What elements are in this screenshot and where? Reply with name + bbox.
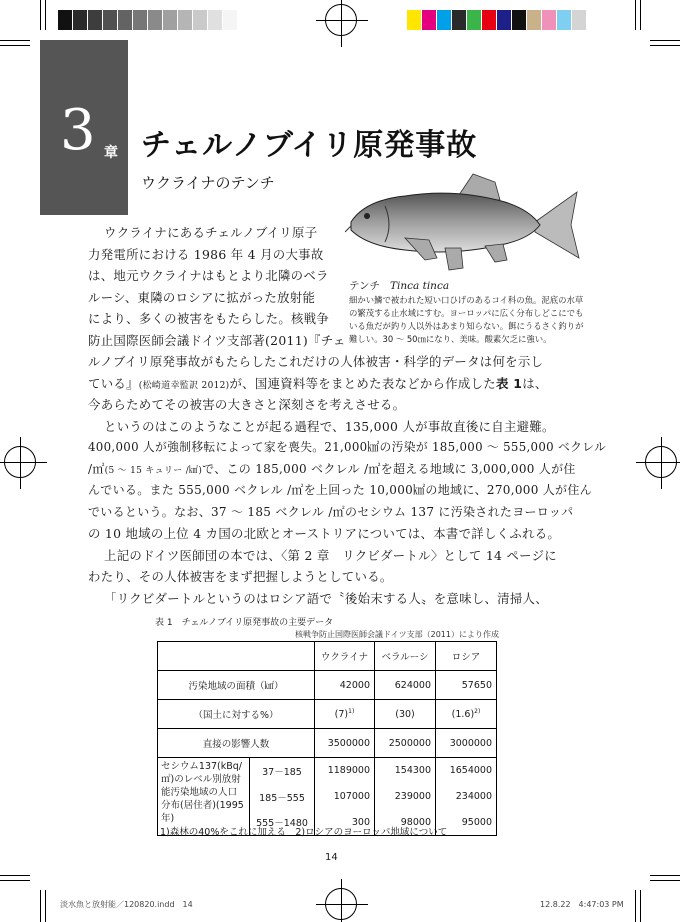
body-line: ルーシ、東隣のロシアに拡がった放射能	[88, 290, 316, 305]
color-swatch	[512, 10, 527, 30]
color-swatch	[452, 10, 467, 30]
footnote-marker: 1)	[348, 707, 355, 715]
body-line: というのはこのようなことが起る過程で、135,000 人が事故直後に自主避難。	[104, 419, 555, 434]
data-table	[157, 641, 497, 836]
range-label: 555－1480	[250, 810, 315, 836]
table-cell: 57650	[436, 671, 497, 700]
color-swatch	[497, 10, 512, 30]
color-swatch	[133, 10, 148, 30]
table-cell: 98000	[375, 810, 436, 836]
color-swatch	[557, 10, 572, 30]
body-line: の 10 地域の上位 4 カ国の北欧とオーストリアについては、本書で詳しくふれる。	[88, 526, 561, 541]
table-cell: (30)	[375, 700, 436, 729]
color-swatch	[73, 10, 88, 30]
color-swatch	[422, 10, 437, 30]
table-reference: 表 1	[495, 376, 523, 391]
unit-note: (5 ～ 15 キュリー /㎢)	[104, 466, 203, 476]
body-line: 400,000 人が強制移転によって家を喪失。21,000㎢の汚染が 185,000 ～ 555,000 ベクレル	[88, 440, 607, 454]
color-swatch	[178, 10, 193, 30]
body-line: 上記のドイツ医師団の本では、〈第 2 章 リクビダートル〉として 14 ページに	[104, 548, 557, 563]
color-swatch	[193, 10, 208, 30]
color-swatch	[407, 10, 422, 30]
color-swatch	[88, 10, 103, 30]
color-swatch	[467, 10, 482, 30]
color-swatch	[118, 10, 133, 30]
table-cell: 42000	[315, 671, 375, 700]
body-line: により、多くの被害をもたらした。核戦争	[88, 311, 330, 326]
table-cell	[315, 700, 375, 729]
body-line: ルノブイリ原発事故がもたらしたこれだけの人体被害・科学的データは何を示し	[88, 354, 544, 369]
table-row	[158, 700, 497, 729]
chapter-suffix: 章	[104, 145, 118, 161]
table-caption: 表 1 チェルノブイリ原発事故の主要データ	[155, 618, 334, 628]
table-header-row	[158, 642, 497, 671]
cell-value: (7)	[334, 709, 349, 721]
body-span: が、国連資料等をまとめた表などから作成した	[229, 376, 496, 391]
body-line: んでいる。また 555,000 ベクレル /㎡を上回った 10,000㎢の地域に、270,000 人が住ん	[88, 483, 592, 497]
body-span: /㎡	[88, 462, 105, 476]
table-cell: 1654000	[436, 758, 497, 784]
table-cell: 3500000	[315, 729, 375, 758]
table-corner	[158, 642, 315, 671]
table-cell: 107000	[315, 784, 375, 810]
table-cell: 154300	[375, 758, 436, 784]
column-header: ウクライナ	[315, 642, 375, 671]
table-cell: 624000	[375, 671, 436, 700]
table-row	[158, 671, 497, 700]
row-label: 汚染地域の面積（㎢）	[158, 671, 315, 700]
body-line: 「リクビダートルというのはロシア語で〝後始末する人〟を意味し、清掃人、	[104, 591, 548, 606]
fish-name-ja: テンチ	[349, 280, 380, 292]
chapter-subtitle: ウクライナのテンチ	[141, 174, 275, 192]
row-label: セシウム137(kBq/㎡)のレベル別放射能汚染地域の人口分布(居住者)(1995年)	[158, 758, 250, 836]
color-swatch	[163, 10, 178, 30]
fish-caption-name	[349, 278, 449, 293]
color-swatch	[482, 10, 497, 30]
fish-caption-description: 細かい鱗で被われた短い口ひげのあるコイ科の魚。泥底の水草の繁茂する止水域にすむ。ヨーロッパに広く分布しどこにでもいる魚だが釣り人以外はあまり知らない。餌にうるさく釣りが難しい。30 ～ 50㎝になり、美味。酸素欠乏に強い。	[349, 295, 584, 344]
cell-value: (1.6)	[451, 709, 475, 721]
table-row	[158, 758, 497, 784]
tench-fish-illustration	[345, 170, 585, 280]
chapter-number: 3	[60, 98, 96, 163]
body-line: でいるという。なお、37 ～ 185 ベクレル /㎡のセシウム 137 に汚染されたヨーロッパ	[88, 505, 574, 519]
table-cell: 300	[315, 810, 375, 836]
table-cell	[436, 700, 497, 729]
body-line: 力発電所における 1986 年 4 月の大事故	[88, 247, 324, 262]
body-span: ている』	[88, 376, 139, 391]
color-swatch	[223, 10, 238, 30]
chapter-title: チェルノブイリ原発事故	[141, 128, 478, 163]
color-swatch	[527, 10, 542, 30]
body-line: ウクライナにあるチェルノブイリ原子	[104, 225, 318, 240]
table-source: 核戦争防止国際医師会議ドイツ支部（2011）により作成	[295, 630, 499, 639]
citation: (松崎道幸監訳 2012)	[138, 381, 230, 391]
fish-name-latin: Tinca tinca	[390, 280, 450, 292]
row-label: 直接の影響人数	[158, 729, 315, 758]
gray-scale-bar	[58, 10, 238, 30]
color-swatch	[437, 10, 452, 30]
body-span: は、	[522, 376, 548, 391]
table-row	[158, 729, 497, 758]
page-number: 14	[325, 852, 338, 863]
footnote-marker: 2)	[474, 707, 481, 715]
table-cell: 1189000	[315, 758, 375, 784]
body-line: 防止国際医師会議ドイツ支部著(2011)『チェ	[88, 333, 346, 348]
table-cell: 3000000	[436, 729, 497, 758]
column-header: ロシア	[436, 642, 497, 671]
color-swatch	[572, 10, 587, 30]
table-cell: 95000	[436, 810, 497, 836]
body-line: 今あらためてその被害の大きさと深刻さを考えさせる。	[88, 397, 406, 412]
footer-timestamp: 12.8.22 4:47:03 PM	[540, 900, 624, 909]
color-scale-bar	[407, 10, 587, 30]
range-label: 185－555	[250, 784, 315, 810]
color-swatch	[58, 10, 73, 30]
body-span: で、この 185,000 ベクレル /㎡を超える地域に 3,000,000 人が住	[202, 462, 576, 476]
table-notes: 1)森林の40%をこれに加える 2)ロシアのヨーロッパ地域について	[160, 827, 448, 838]
body-line	[88, 459, 576, 483]
table-cell: 234000	[436, 784, 497, 810]
color-swatch	[103, 10, 118, 30]
table-cell: 239000	[375, 784, 436, 810]
range-label: 37－185	[250, 758, 315, 784]
row-label: （国土に対する%）	[158, 700, 315, 729]
table-cell: 2500000	[375, 729, 436, 758]
color-swatch	[542, 10, 557, 30]
color-swatch	[208, 10, 223, 30]
color-swatch	[148, 10, 163, 30]
footer-filename: 淡水魚と放射能／120820.indd 14	[60, 900, 193, 909]
body-line: わたり、その人体被害をまず把握しようとしている。	[88, 569, 393, 584]
column-header: ベラルーシ	[375, 642, 436, 671]
body-line: は、地元ウクライナはもとより北隣のベラ	[88, 268, 329, 283]
